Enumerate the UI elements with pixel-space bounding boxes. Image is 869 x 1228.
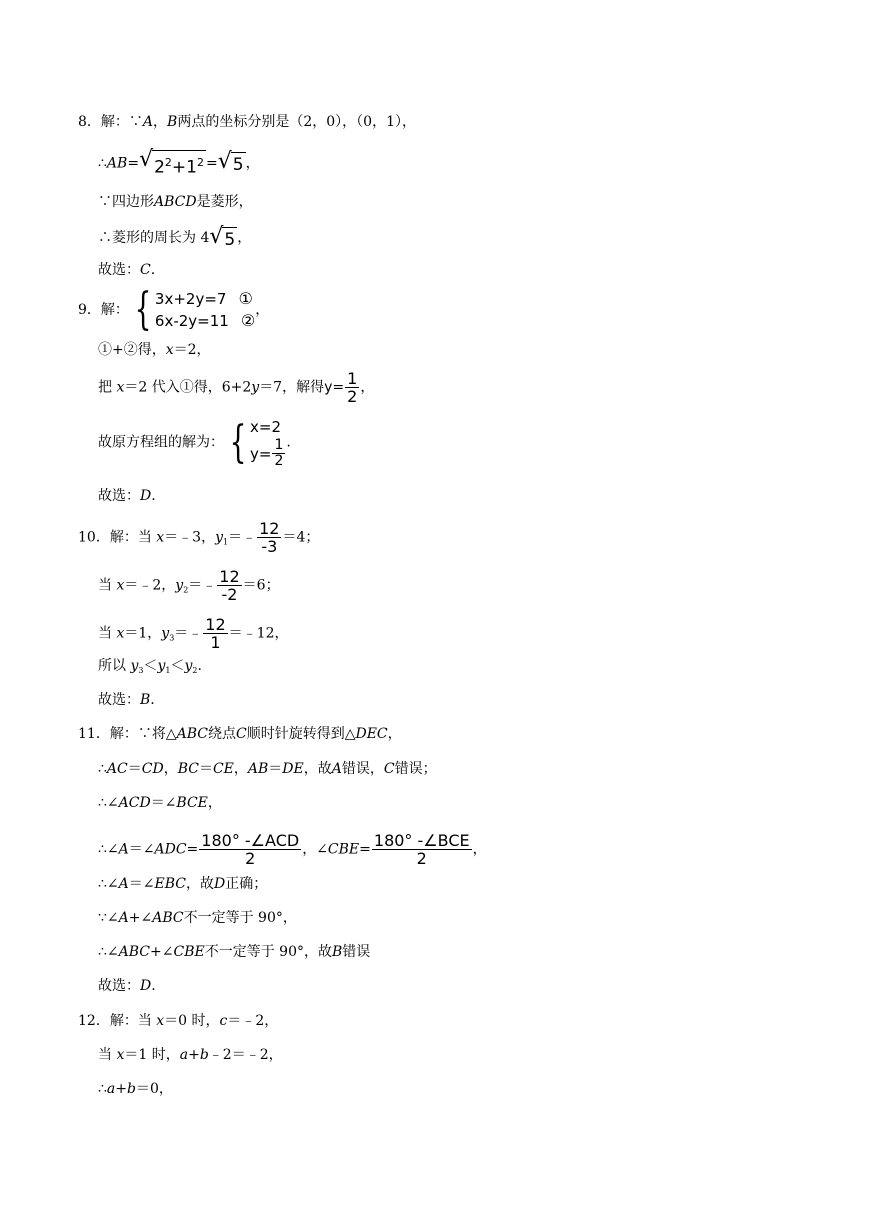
q8-line-3: ∵四边形ABCD是菱形， [98, 194, 253, 210]
q10-line-3: 当 x＝1，$y_3=﹣$ $\frac{12}{1}$ ＝﹣12， [98, 615, 289, 652]
q10-line-1: 10．解：当 x＝﹣3，$y_1=﹣$ $\frac{12}{-3}$ ＝4； [78, 519, 320, 556]
q9-line-2: ①+②得，x＝2， [98, 342, 211, 358]
q11-line-4: ∴∠A＝∠ADC= $\frac{\text{180° -∠ACD}}{2}$ ，∠CBE= $\frac{\text{180° -∠BCE}}{2}$ ， [98, 831, 487, 868]
q11-line-1: 11．解：∵将△ABC绕点C顺时针旋转得到△DEC， [78, 726, 402, 742]
q9-answer: 故选：D. [98, 488, 156, 504]
q8-answer: 故选：C. [98, 262, 156, 278]
sqrt-expression: √ $2^2+1^2$ [139, 147, 204, 178]
q12-line-2: 当 x＝1 时，a+b﹣2＝﹣2， [98, 1047, 283, 1063]
q11-line-6: ∵∠A+∠ABC不一定等于 90°， [98, 910, 297, 926]
q11-line-2: ∴AC＝CD，BC＝CE，AB＝DE，故A错误，C错误； [98, 761, 437, 777]
q8-line-4: ∴菱形的周长为 4 √ 5 ， [98, 224, 252, 250]
q11-line-3: ∴∠ACD＝∠BCE， [98, 795, 222, 811]
q10-line-2: 当 x＝﹣2，$y_2=﹣$ $\frac{12}{-2}$ ＝6； [98, 567, 280, 604]
q8-line-1: 8．解：∵A，B两点的坐标分别是（2，0），（0，1）， [78, 114, 416, 130]
q8-line-2: ∴AB= √ $2^2+1^2$ = √ 5 ， [98, 147, 260, 178]
q12-line-3: ∴a+b＝0， [98, 1081, 173, 1097]
q10-answer: 故选：B. [98, 692, 155, 708]
q11-line-5: ∴∠A＝∠EBC，故D正确； [98, 876, 268, 892]
solution-system: { x=2 y= $\frac{1}{2}$ [229, 416, 284, 469]
q12-line-1: 12．解：当 x＝0 时，c＝﹣2， [78, 1013, 279, 1029]
q9-line-3: 把 x＝2 代入①得，6+2y＝7，解得y= $\frac{1}{2}$ ， [98, 369, 375, 406]
q11-line-7: ∴∠ABC+∠CBE不一定等于 90°，故B错误 [98, 944, 371, 960]
q11-answer: 故选：D. [98, 978, 156, 994]
q10-line-4: 所以 $y_3<y_1<y_2$. [98, 658, 202, 675]
q9-line-1: 9．解： { 3x+2y=7 ① 6x-2y=11 ② ， [78, 284, 270, 335]
equation-system: { 3x+2y=7 ① 6x-2y=11 ② [134, 284, 256, 335]
q9-line-4: 故原方程组的解为： { x=2 y= $\frac{1}{2}$ . [98, 416, 291, 469]
